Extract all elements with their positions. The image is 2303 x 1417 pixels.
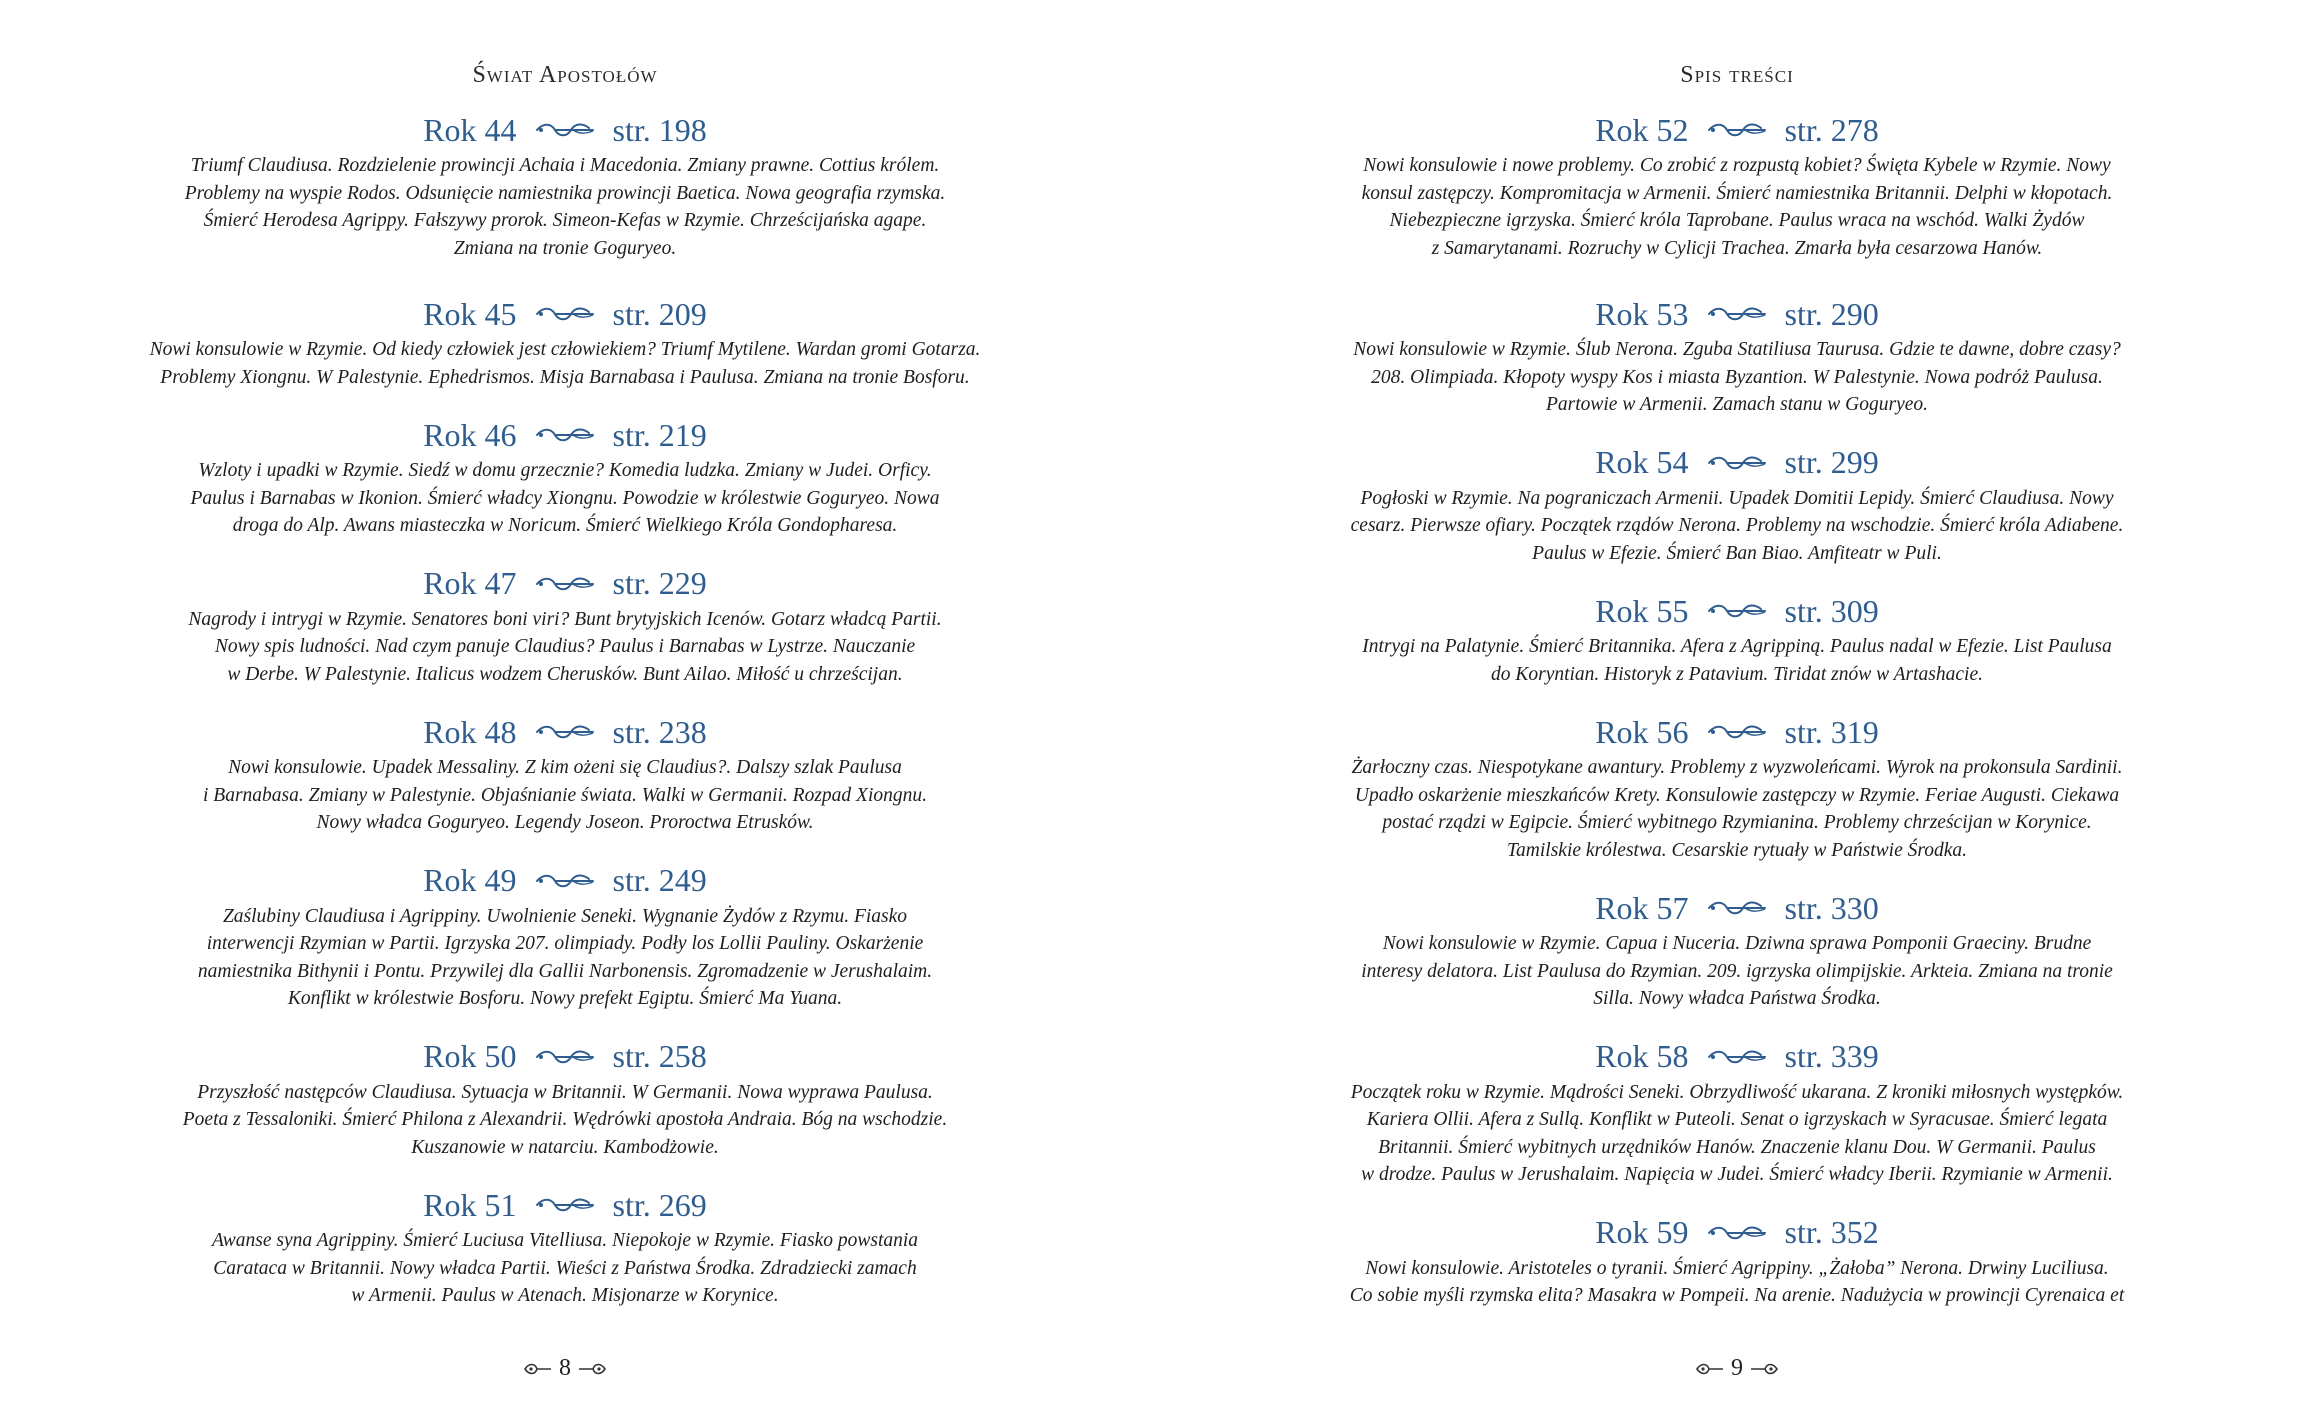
summary-line: Kariera Ollii. Afera z Sullą. Konflikt w Puteoli. Senat o igrzyskach w Syracusae. Śmierć legata [1366, 1109, 2108, 1130]
summary-line: Nowy władca Goguryeo. Legendy Joseon. Proroctwa Etrusków. [316, 812, 814, 833]
toc-entry [125, 562, 1005, 689]
entry-heading[interactable] [125, 710, 1005, 754]
toc-entry [1297, 710, 2177, 864]
entry-year: Rok 59 [1595, 1214, 1689, 1250]
entry-summary [1297, 754, 2177, 864]
entry-page-ref: str. 258 [612, 1038, 707, 1074]
summary-line: Nowi konsulowie i nowe problemy. Co zrobić z rozpustą kobiet? Święta Kybele w Rzymie. Nowy [1363, 155, 2111, 176]
folio-ornament-icon [1749, 1362, 1779, 1376]
summary-line: Intrygi na Palatynie. Śmierć Britannika. Afera z Agrippiną. Paulus nadal w Efezie. List Paulusa [1362, 636, 2112, 657]
flourish-icon [533, 722, 597, 742]
entry-summary [125, 152, 1005, 262]
summary-line: z Samarytanami. Rozruchy w Cylicji Trachea. Zmarła była cesarzowa Hanów. [1431, 237, 2043, 259]
summary-line: interwencji Rzymian w Partii. Igrzyska 207. olimpiady. Podły los Lollii Pauliny. Oskarżenie [206, 933, 924, 954]
summary-line: Nowi konsulowie w Rzymie. Capua i Nuceria. Dziwna sprawa Pomponii Graeciny. Brudne [1382, 933, 2092, 954]
entry-year: Rok 57 [1595, 889, 1689, 926]
toc-entry [125, 1183, 1005, 1310]
entry-year: Rok 44 [423, 111, 517, 148]
summary-line: Nowi konsulowie w Rzymie. Od kiedy człowiek jest człowiekiem? Triumf Mytilene. Wardan gromi Gotarza. [149, 339, 981, 360]
entry-year: Rok 45 [423, 295, 517, 332]
folio-ornament-icon [523, 1362, 553, 1376]
flourish-icon [533, 1047, 597, 1067]
summary-line: w Derbe. W Palestynie. Italicus wodzem Cherusków. Bunt Ailao. Miłość u chrześcijan. [227, 663, 903, 685]
flourish-icon [533, 304, 597, 324]
summary-line: Nowi konsulowie w Rzymie. Ślub Nerona. Zguba Statiliusa Taurusa. Gdzie te dawne, dobre czasy? [1353, 339, 2121, 360]
folio-number: 9 [1731, 1355, 1743, 1381]
flourish-icon [1705, 120, 1769, 140]
entry-summary [1297, 633, 2177, 688]
entry-year: Rok 52 [1595, 111, 1689, 148]
summary-line: Silla. Nowy władca Państwa Środka. [1593, 988, 1881, 1009]
summary-line: interesy delatora. List Paulusa do Rzymian. 209. igrzyska olimpijskie. Arkteia. Zmiana na tronie [1361, 960, 2113, 982]
entry-page-ref: str. 290 [1784, 295, 1879, 332]
toc-entry [125, 413, 1005, 540]
entry-heading[interactable] [125, 859, 1005, 903]
summary-line: Przyszłość następców Claudiusa. Sytuacja w Britannii. W Germanii. Nowa wyprawa Paulusa. [197, 1081, 933, 1103]
entry-year: Rok 55 [1595, 592, 1689, 629]
summary-line: Nowi konsulowie. Upadek Messaliny. Z kim ożeni się Claudius?. Dalszy szlak Paulusa [228, 757, 902, 778]
entry-summary [125, 754, 1005, 837]
summary-line: Britannii. Śmierć wybitnych urzędników Hanów. Znaczenie klanu Dou. W Germanii. Paulus [1378, 1136, 2096, 1158]
summary-line: Problemy na wyspie Rodos. Odsunięcie namiestnika prowincji Baetica. Nowa geografia rzymska. [184, 182, 946, 204]
entry-year: Rok 54 [1595, 444, 1689, 480]
toc-entry [1297, 1035, 2177, 1189]
page-number [1297, 1355, 2177, 1382]
flourish-icon [533, 120, 597, 140]
summary-line: Problemy Xiongnu. W Palestynie. Ephedrismos. Misja Barnabasa i Paulusa. Zmiana na tronie Bosforu. [160, 366, 970, 388]
flourish-icon [533, 1195, 597, 1215]
entry-page-ref: str. 269 [612, 1186, 707, 1223]
summary-line: Początek roku w Rzymie. Mądrości Seneki. Obrzydliwość ukarana. Z kroniki miłosnych występków. [1350, 1081, 2124, 1103]
summary-line: Upadło oskarżenie mieszkańców Krety. Konsulowie zastępczy w Rzymie. Feriae Augusti. Ciekawa [1354, 784, 2120, 806]
summary-line: droga do Alp. Awans miasteczka w Noricum. Śmierć Wielkiego Króla Gondopharesa. [232, 515, 898, 536]
flourish-icon [1705, 304, 1769, 324]
entry-heading[interactable] [1297, 710, 2177, 754]
entry-summary [1297, 152, 2177, 262]
entry-year: Rok 50 [423, 1038, 517, 1074]
flourish-icon [533, 574, 597, 594]
summary-line: konsul zastępczy. Kompromitacja w Armenii. Śmierć namiestnika Britannii. Delphi w kłopotach. [1361, 182, 2113, 204]
summary-line: Nagrody i intrygi w Rzymie. Senatores boni viri? Bunt brytyjskich Icenów. Gotarz władcą Partii. [188, 608, 942, 630]
entry-summary [125, 1227, 1005, 1310]
entry-heading[interactable] [125, 108, 1005, 152]
entry-page-ref: str. 339 [1784, 1038, 1879, 1074]
summary-line: do Koryntian. Historyk z Patavium. Tiridat znów w Artashacie. [1490, 663, 1984, 685]
entry-year: Rok 47 [423, 565, 517, 601]
entry-heading[interactable] [1297, 1211, 2177, 1255]
flourish-icon [1705, 453, 1769, 473]
entry-heading[interactable] [1297, 441, 2177, 485]
summary-line: Nowi konsulowie. Aristoteles o tyranii. Śmierć Agrippiny. „Żałoba” Nerona. Drwiny Luciliusa. [1365, 1257, 2109, 1279]
entry-year: Rok 51 [423, 1186, 517, 1223]
entry-summary [1297, 336, 2177, 419]
entry-page-ref: str. 330 [1784, 889, 1879, 926]
entry-heading[interactable] [125, 562, 1005, 606]
summary-line: Żarłoczny czas. Niespotykane awantury. Problemy z wyzwoleńcami. Wyrok na prokonsula Sardinii. [1351, 757, 2123, 778]
entry-page-ref: str. 352 [1784, 1214, 1879, 1250]
entry-summary [1297, 930, 2177, 1013]
toc-entry [125, 859, 1005, 1013]
summary-line: i Barnabasa. Zmiany w Palestynie. Objaśnianie świata. Walki w Germanii. Rozpad Xiongnu. [202, 784, 927, 806]
entry-year: Rok 49 [423, 862, 517, 898]
entry-page-ref: str. 319 [1784, 713, 1879, 750]
entry-heading[interactable] [1297, 589, 2177, 633]
folio-number: 8 [559, 1355, 571, 1381]
summary-line: Wzloty i upadki w Rzymie. Siedź w domu grzecznie? Komedia ludzka. Zmiany w Judei. Orficy. [198, 460, 932, 481]
summary-line: Kuszanowie w natarciu. Kambodżowie. [411, 1136, 719, 1158]
entry-summary [1297, 485, 2177, 568]
entry-page-ref: str. 309 [1784, 592, 1879, 629]
entry-year: Rok 58 [1595, 1038, 1689, 1074]
toc-entries [1297, 108, 2177, 1310]
entry-heading[interactable] [125, 413, 1005, 457]
entry-summary [125, 1079, 1005, 1162]
entry-year: Rok 46 [423, 416, 517, 453]
flourish-icon [533, 871, 597, 891]
summary-line: Awanse syna Agrippiny. Śmierć Luciusa Vitelliusa. Niepokoje w Rzymie. Fiasko powstania [211, 1230, 919, 1251]
toc-entry [1297, 441, 2177, 568]
summary-line: Śmierć Herodesa Agrippy. Fałszywy prorok. Simeon-Kefas w Rzymie. Chrześcijańska agape. [203, 210, 927, 231]
entry-summary [125, 903, 1005, 1013]
summary-line: w Armenii. Paulus w Atenach. Misjonarze w Korynice. [351, 1285, 779, 1306]
flourish-icon [1705, 898, 1769, 918]
summary-line: Niebezpieczne igrzyska. Śmierć króla Taprobane. Paulus wraca na wschód. Walki Żydów [1389, 210, 2085, 231]
flourish-icon [1705, 1047, 1769, 1067]
toc-entry [125, 710, 1005, 837]
entry-summary [1297, 1079, 2177, 1189]
entry-summary [1297, 1255, 2177, 1310]
summary-line: namiestnika Bithynii i Pontu. Przywilej dla Gallii Narbonensis. Zgromadzenie w Jerushalaim. [197, 960, 933, 982]
entry-page-ref: str. 229 [612, 565, 707, 601]
flourish-icon [1705, 722, 1769, 742]
flourish-icon [1705, 1223, 1769, 1243]
summary-line: cesarz. Pierwsze ofiary. Początek rządów Nerona. Problemy na wschodzie. Śmierć króla Adiabene. [1350, 515, 2124, 536]
entry-heading[interactable] [1297, 886, 2177, 930]
summary-line: 208. Olimpiada. Kłopoty wyspy Kos i miasta Byzantion. W Palestynie. Nowa podróż Paulusa. [1371, 366, 2103, 388]
summary-line: Pogłoski w Rzymie. Na pograniczach Armenii. Upadek Domitii Lepidy. Śmierć Claudiusa. Nowy [1360, 487, 2114, 509]
entry-year: Rok 48 [423, 713, 517, 750]
entry-page-ref: str. 219 [612, 416, 707, 453]
running-head: Spis treści [1680, 62, 1794, 88]
entry-summary [125, 336, 1005, 391]
entry-heading[interactable] [1297, 108, 2177, 152]
toc-entries [125, 108, 1005, 1310]
flourish-icon [533, 425, 597, 445]
summary-line: Nowy spis ludności. Nad czym panuje Claudius? Paulus i Barnabas w Lystrze. Nauczanie [214, 636, 916, 657]
entry-year: Rok 53 [1595, 295, 1689, 332]
summary-line: Carataca w Britannii. Nowy władca Partii. Wieści z Państwa Środka. Zdradziecki zamach [213, 1257, 917, 1279]
page-number [125, 1355, 1005, 1382]
toc-entry [1297, 292, 2177, 419]
entry-page-ref: str. 299 [1784, 444, 1879, 480]
folio-ornament-icon [577, 1362, 607, 1376]
summary-line: Paulus i Barnabas w Ikonion. Śmierć władcy Xiongnu. Powodzie w królestwie Goguryeo. Nowa [190, 487, 940, 509]
entry-page-ref: str. 249 [612, 862, 707, 898]
entry-page-ref: str. 198 [612, 111, 707, 148]
summary-line: Partowie w Armenii. Zamach stanu w Goguryeo. [1545, 394, 1929, 415]
summary-line: Zaślubiny Claudiusa i Agrippiny. Uwolnienie Seneki. Wygnanie Żydów z Rzymu. Fiasko [222, 905, 908, 927]
entry-heading[interactable] [125, 292, 1005, 336]
summary-line: Poeta z Tessaloniki. Śmierć Philona z Alexandrii. Wędrówki apostoła Andraia. Bóg na wschodzie. [182, 1109, 948, 1130]
entry-summary [125, 606, 1005, 689]
summary-line: postać rządzi w Egipcie. Śmierć wybitnego Rzymianina. Problemy chrześcijan w Korynice. [1382, 812, 2092, 833]
entry-summary [125, 457, 1005, 540]
toc-entry [1297, 1211, 2177, 1310]
toc-entry [1297, 589, 2177, 688]
entry-page-ref: str. 278 [1784, 111, 1879, 148]
entry-heading[interactable] [1297, 292, 2177, 336]
entry-page-ref: str. 238 [612, 713, 707, 750]
toc-entry [125, 292, 1005, 391]
summary-line: Paulus w Efezie. Śmierć Ban Biao. Amfiteatr w Puli. [1532, 542, 1942, 564]
toc-entry [125, 108, 1005, 262]
summary-line: Triumf Claudiusa. Rozdzielenie prowincji Achaia i Macedonia. Zmiany prawne. Cottius królem. [190, 155, 940, 176]
running-head: Świat Apostołów [472, 62, 658, 88]
summary-line: w drodze. Paulus w Jerushalaim. Napięcia w Judei. Śmierć władcy Iberii. Rzymianie w Armenii. [1361, 1164, 2113, 1185]
entry-page-ref: str. 209 [612, 295, 707, 332]
folio-ornament-icon [1695, 1362, 1725, 1376]
toc-entry [125, 1035, 1005, 1162]
summary-line: Tamilskie królestwa. Cesarskie rytuały w Państwie Środka. [1506, 839, 1968, 861]
entry-heading[interactable] [125, 1035, 1005, 1079]
left-page [0, 0, 1151, 1417]
right-page [1152, 0, 2303, 1417]
summary-line: Zmiana na tronie Goguryeo. [453, 237, 677, 259]
flourish-icon [1705, 601, 1769, 621]
entry-heading[interactable] [1297, 1035, 2177, 1079]
summary-line: Co sobie myśli rzymska elita? Masakra w Pompeii. Na arenie. Nadużycia w prowincji Cyrenaica et [1349, 1285, 2125, 1306]
toc-entry [1297, 886, 2177, 1013]
entry-heading[interactable] [125, 1183, 1005, 1227]
toc-entry [1297, 108, 2177, 262]
entry-year: Rok 56 [1595, 713, 1689, 750]
summary-line: Konflikt w królestwie Bosforu. Nowy prefekt Egiptu. Śmierć Ma Yuana. [287, 988, 843, 1009]
